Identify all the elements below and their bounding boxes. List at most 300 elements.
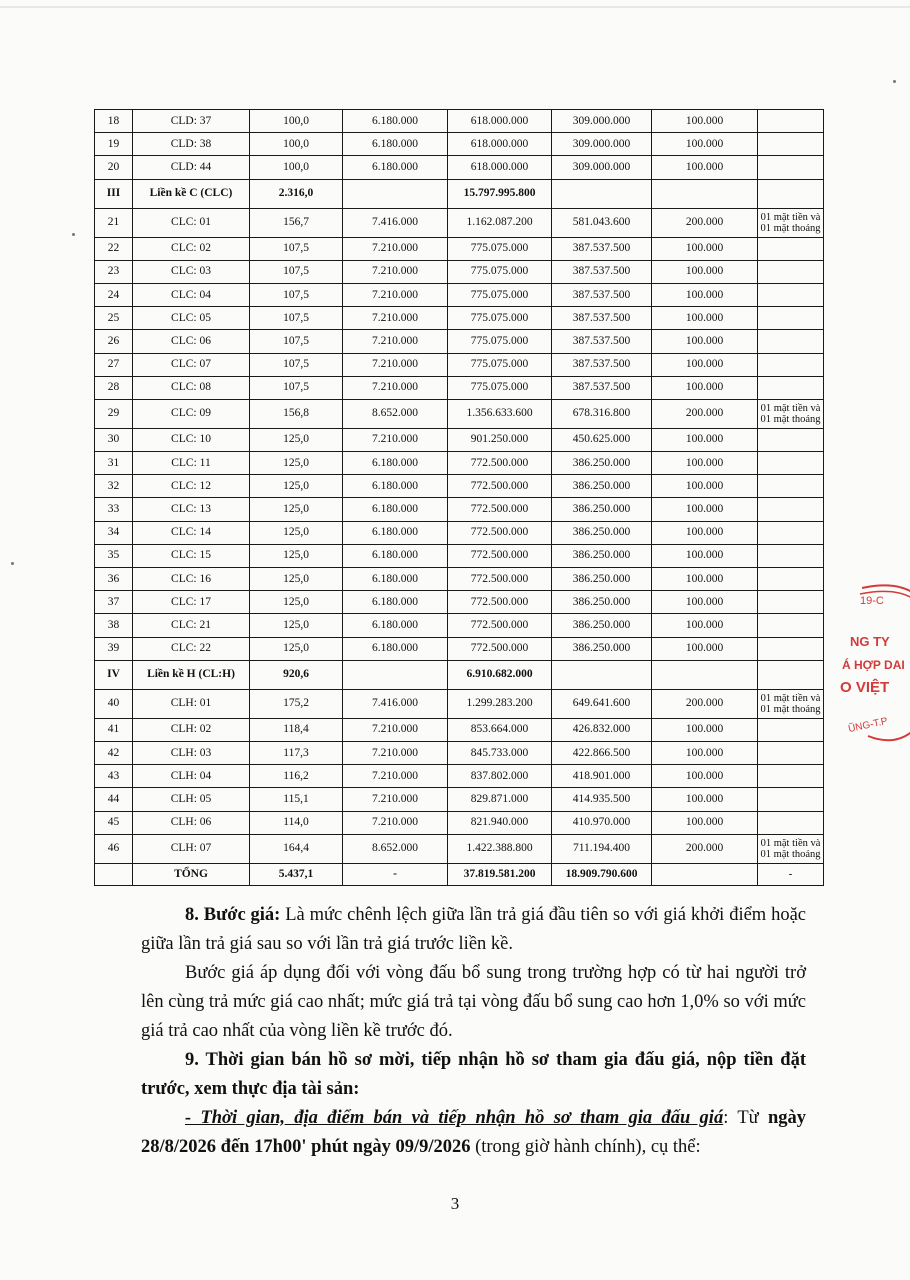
cell-step: 100.000 [652, 376, 758, 399]
cell-area: 125,0 [250, 498, 343, 521]
cell-lot: CLD: 37 [133, 110, 250, 133]
table-row [95, 307, 824, 330]
cell-unit-price: 6.180.000 [343, 637, 448, 660]
cell-step: 200.000 [652, 689, 758, 718]
cell-stt: 25 [95, 307, 133, 330]
seal-text: Á HỢP DAI [842, 658, 905, 672]
cell-deposit: 309.000.000 [552, 110, 652, 133]
cell-stt [95, 863, 133, 885]
cell-deposit: 450.625.000 [552, 428, 652, 451]
cell-deposit: 387.537.500 [552, 283, 652, 306]
cell-stt: III [95, 179, 133, 208]
table-row [95, 591, 824, 614]
cell-area: 156,8 [250, 399, 343, 428]
cell-area: 125,0 [250, 568, 343, 591]
cell-stt: 46 [95, 834, 133, 863]
cell-step: 100.000 [652, 330, 758, 353]
cell-note [758, 521, 824, 544]
cell-unit-price: 6.180.000 [343, 475, 448, 498]
cell-start-price: 829.871.000 [448, 788, 552, 811]
cell-note [758, 718, 824, 741]
section-9-sub-after: : Từ [723, 1108, 768, 1128]
cell-note [758, 765, 824, 788]
cell-start-price: 1.356.633.600 [448, 399, 552, 428]
cell-area: 116,2 [250, 765, 343, 788]
cell-step: 200.000 [652, 208, 758, 237]
cell-start-price: 837.802.000 [448, 765, 552, 788]
cell-start-price: 772.500.000 [448, 521, 552, 544]
cell-start-price: 15.797.995.800 [448, 179, 552, 208]
section-9-dates: ngày 28/8/2026 đến 17h00' phút ngày 09/9/2026 [141, 1108, 806, 1157]
cell-lot: CLH: 03 [133, 741, 250, 764]
cell-lot: CLC: 11 [133, 452, 250, 475]
cell-note [758, 660, 824, 689]
cell-deposit: 426.832.000 [552, 718, 652, 741]
cell-stt: 24 [95, 283, 133, 306]
cell-stt: 33 [95, 498, 133, 521]
cell-start-price: 37.819.581.200 [448, 863, 552, 885]
cell-start-price: 1.162.087.200 [448, 208, 552, 237]
table-row [95, 689, 824, 718]
cell-note [758, 376, 824, 399]
section-8-para2: Bước giá áp dụng đối với vòng đấu bổ sung trong trường hợp có từ hai người trở lên cùng trả mức giá cao nhất; mức giá trả tại vòng đấu bổ sung cao hơn 1,0% so với mức giá trả cao nhất của vòng liền kề trước đó. [141, 963, 806, 1041]
cell-deposit: 387.537.500 [552, 353, 652, 376]
cell-lot: CLC: 10 [133, 428, 250, 451]
cell-stt: 18 [95, 110, 133, 133]
cell-start-price: 853.664.000 [448, 718, 552, 741]
section-8 [141, 901, 806, 1162]
cell-stt: 45 [95, 811, 133, 834]
cell-step: 100.000 [652, 133, 758, 156]
cell-stt: 36 [95, 568, 133, 591]
cell-deposit: 386.250.000 [552, 591, 652, 614]
cell-unit-price: 7.210.000 [343, 283, 448, 306]
cell-deposit: 386.250.000 [552, 637, 652, 660]
cell-step: 100.000 [652, 788, 758, 811]
seal-text: ŨNG-T.P [847, 715, 889, 736]
cell-note [758, 788, 824, 811]
cell-step: 100.000 [652, 237, 758, 260]
cell-area: 125,0 [250, 544, 343, 567]
cell-lot: CLH: 05 [133, 788, 250, 811]
cell-lot: CLH: 07 [133, 834, 250, 863]
group-row [95, 179, 824, 208]
cell-deposit: 410.970.000 [552, 811, 652, 834]
cell-stt: 29 [95, 399, 133, 428]
cell-area: 107,5 [250, 260, 343, 283]
cell-lot: Liền kề H (CL:H) [133, 660, 250, 689]
table-row [95, 498, 824, 521]
cell-step: 100.000 [652, 614, 758, 637]
cell-stt: 35 [95, 544, 133, 567]
cell-step: 100.000 [652, 260, 758, 283]
cell-deposit: 649.641.600 [552, 689, 652, 718]
table-row [95, 260, 824, 283]
cell-note [758, 283, 824, 306]
cell-lot: CLC: 03 [133, 260, 250, 283]
cell-note [758, 353, 824, 376]
cell-start-price: 1.422.388.800 [448, 834, 552, 863]
section-9-tail: (trong giờ hành chính), cụ thể: [470, 1137, 701, 1157]
cell-stt: 26 [95, 330, 133, 353]
cell-deposit [552, 660, 652, 689]
cell-lot: CLD: 44 [133, 156, 250, 179]
cell-start-price: 775.075.000 [448, 353, 552, 376]
cell-step [652, 660, 758, 689]
cell-deposit: 18.909.790.600 [552, 863, 652, 885]
cell-start-price: 821.940.000 [448, 811, 552, 834]
cell-note [758, 133, 824, 156]
cell-lot: CLC: 07 [133, 353, 250, 376]
cell-note [758, 568, 824, 591]
cell-area: 118,4 [250, 718, 343, 741]
cell-step: 100.000 [652, 353, 758, 376]
cell-stt: 21 [95, 208, 133, 237]
cell-area: 107,5 [250, 353, 343, 376]
cell-note: 01 mặt tiền và 01 mặt thoáng [758, 689, 824, 718]
cell-note: 01 mặt tiền và 01 mặt thoáng [758, 399, 824, 428]
cell-unit-price: 6.180.000 [343, 498, 448, 521]
cell-area: 125,0 [250, 591, 343, 614]
cell-note: - [758, 863, 824, 885]
cell-deposit: 678.316.800 [552, 399, 652, 428]
cell-step: 100.000 [652, 498, 758, 521]
cell-stt: 31 [95, 452, 133, 475]
cell-area: 117,3 [250, 741, 343, 764]
cell-unit-price: 6.180.000 [343, 133, 448, 156]
cell-deposit: 387.537.500 [552, 307, 652, 330]
cell-unit-price: 7.210.000 [343, 765, 448, 788]
cell-deposit: 386.250.000 [552, 521, 652, 544]
table-row [95, 475, 824, 498]
scan-edge [0, 6, 910, 8]
cell-deposit: 309.000.000 [552, 156, 652, 179]
cell-area: 164,4 [250, 834, 343, 863]
cell-unit-price: 7.210.000 [343, 428, 448, 451]
cell-area: 115,1 [250, 788, 343, 811]
table-row [95, 156, 824, 179]
cell-note [758, 330, 824, 353]
cell-note: 01 mặt tiền và 01 mặt thoáng [758, 834, 824, 863]
cell-note [758, 544, 824, 567]
cell-area: 107,5 [250, 283, 343, 306]
cell-stt: 32 [95, 475, 133, 498]
cell-step: 100.000 [652, 428, 758, 451]
section-8-heading: 8. Bước giá: [185, 905, 281, 925]
cell-stt: 38 [95, 614, 133, 637]
cell-step: 200.000 [652, 834, 758, 863]
cell-step: 100.000 [652, 156, 758, 179]
cell-lot: CLD: 38 [133, 133, 250, 156]
cell-start-price: 772.500.000 [448, 568, 552, 591]
cell-step: 100.000 [652, 741, 758, 764]
cell-start-price: 775.075.000 [448, 376, 552, 399]
cell-start-price: 772.500.000 [448, 637, 552, 660]
cell-step: 100.000 [652, 765, 758, 788]
cell-note [758, 307, 824, 330]
cell-area: 175,2 [250, 689, 343, 718]
cell-stt: 28 [95, 376, 133, 399]
cell-area: 107,5 [250, 376, 343, 399]
cell-note [758, 237, 824, 260]
cell-deposit: 386.250.000 [552, 568, 652, 591]
lot-price-table [94, 109, 824, 886]
table-row [95, 452, 824, 475]
cell-step: 100.000 [652, 811, 758, 834]
cell-area: 125,0 [250, 637, 343, 660]
cell-deposit: 387.537.500 [552, 237, 652, 260]
cell-stt: 40 [95, 689, 133, 718]
page-number: 3 [450, 1194, 460, 1213]
table-row [95, 811, 824, 834]
cell-unit-price: 7.210.000 [343, 741, 448, 764]
cell-area: 107,5 [250, 330, 343, 353]
cell-lot: Liền kề C (CLC) [133, 179, 250, 208]
cell-step: 100.000 [652, 307, 758, 330]
cell-start-price: 775.075.000 [448, 283, 552, 306]
cell-note [758, 811, 824, 834]
cell-lot: CLC: 16 [133, 568, 250, 591]
company-seal [838, 578, 910, 748]
table-row [95, 637, 824, 660]
cell-area: 2.316,0 [250, 179, 343, 208]
cell-lot: CLC: 06 [133, 330, 250, 353]
cell-start-price: 845.733.000 [448, 741, 552, 764]
cell-stt: 44 [95, 788, 133, 811]
cell-unit-price: 7.210.000 [343, 718, 448, 741]
group-row [95, 660, 824, 689]
cell-deposit: 711.194.400 [552, 834, 652, 863]
cell-step: 100.000 [652, 718, 758, 741]
cell-lot: CLC: 12 [133, 475, 250, 498]
seal-text: O VIỆT [840, 679, 890, 696]
cell-step: 100.000 [652, 110, 758, 133]
cell-area: 920,6 [250, 660, 343, 689]
cell-start-price: 1.299.283.200 [448, 689, 552, 718]
cell-unit-price: 7.210.000 [343, 811, 448, 834]
cell-unit-price: 6.180.000 [343, 156, 448, 179]
cell-stt: 30 [95, 428, 133, 451]
cell-stt: 23 [95, 260, 133, 283]
cell-lot: CLH: 06 [133, 811, 250, 834]
cell-unit-price [343, 660, 448, 689]
cell-unit-price: 6.180.000 [343, 521, 448, 544]
table-row [95, 521, 824, 544]
cell-start-price: 775.075.000 [448, 237, 552, 260]
seal-text: NG TY [850, 634, 890, 649]
cell-start-price: 772.500.000 [448, 475, 552, 498]
cell-stt: 22 [95, 237, 133, 260]
cell-unit-price: 7.210.000 [343, 376, 448, 399]
cell-deposit: 386.250.000 [552, 614, 652, 637]
cell-deposit: 386.250.000 [552, 498, 652, 521]
cell-area: 125,0 [250, 428, 343, 451]
cell-step: 100.000 [652, 521, 758, 544]
cell-stt: 43 [95, 765, 133, 788]
cell-start-price: 772.500.000 [448, 498, 552, 521]
table-row [95, 399, 824, 428]
table-row [95, 568, 824, 591]
cell-lot: TỔNG [133, 863, 250, 885]
cell-unit-price: 6.180.000 [343, 614, 448, 637]
cell-lot: CLC: 02 [133, 237, 250, 260]
cell-deposit: 387.537.500 [552, 260, 652, 283]
cell-deposit: 581.043.600 [552, 208, 652, 237]
cell-step: 100.000 [652, 591, 758, 614]
cell-area: 125,0 [250, 521, 343, 544]
section-9-heading: 9. Thời gian bán hồ sơ mời, tiếp nhận hồ sơ tham gia đấu giá, nộp tiền đặt trước, xem thực địa tài sản: [141, 1050, 806, 1099]
cell-stt: 27 [95, 353, 133, 376]
cell-deposit: 387.537.500 [552, 376, 652, 399]
table-row [95, 834, 824, 863]
cell-unit-price: 7.210.000 [343, 353, 448, 376]
cell-unit-price: 7.210.000 [343, 330, 448, 353]
cell-step: 200.000 [652, 399, 758, 428]
cell-deposit: 386.250.000 [552, 544, 652, 567]
cell-unit-price: 7.210.000 [343, 307, 448, 330]
cell-lot: CLC: 05 [133, 307, 250, 330]
cell-deposit: 422.866.500 [552, 741, 652, 764]
cell-lot: CLC: 13 [133, 498, 250, 521]
cell-lot: CLC: 22 [133, 637, 250, 660]
cell-area: 107,5 [250, 237, 343, 260]
cell-step: 100.000 [652, 544, 758, 567]
cell-note [758, 637, 824, 660]
cell-note [758, 260, 824, 283]
cell-unit-price: 7.416.000 [343, 208, 448, 237]
cell-start-price: 618.000.000 [448, 110, 552, 133]
cell-lot: CLC: 01 [133, 208, 250, 237]
table-row [95, 330, 824, 353]
cell-deposit: 414.935.500 [552, 788, 652, 811]
cell-unit-price: 7.210.000 [343, 788, 448, 811]
cell-lot: CLH: 01 [133, 689, 250, 718]
cell-start-price: 775.075.000 [448, 307, 552, 330]
cell-step [652, 179, 758, 208]
scan-speck [72, 233, 75, 236]
scan-speck [11, 562, 14, 565]
total-row [95, 863, 824, 885]
cell-note [758, 452, 824, 475]
cell-deposit [552, 179, 652, 208]
cell-unit-price: 8.652.000 [343, 834, 448, 863]
cell-lot: CLC: 14 [133, 521, 250, 544]
cell-note [758, 591, 824, 614]
table-row [95, 741, 824, 764]
cell-start-price: 772.500.000 [448, 452, 552, 475]
cell-stt: 39 [95, 637, 133, 660]
cell-area: 100,0 [250, 156, 343, 179]
table-row [95, 376, 824, 399]
cell-unit-price [343, 179, 448, 208]
cell-unit-price: - [343, 863, 448, 885]
seal-text: 19-C [860, 595, 884, 607]
cell-lot: CLC: 17 [133, 591, 250, 614]
cell-start-price: 901.250.000 [448, 428, 552, 451]
cell-area: 100,0 [250, 110, 343, 133]
cell-deposit: 418.901.000 [552, 765, 652, 788]
cell-start-price: 775.075.000 [448, 330, 552, 353]
cell-unit-price: 6.180.000 [343, 110, 448, 133]
cell-stt: 20 [95, 156, 133, 179]
cell-start-price: 618.000.000 [448, 133, 552, 156]
cell-stt: 42 [95, 741, 133, 764]
cell-deposit: 386.250.000 [552, 452, 652, 475]
cell-note [758, 741, 824, 764]
cell-area: 5.437,1 [250, 863, 343, 885]
cell-stt: 19 [95, 133, 133, 156]
cell-unit-price: 6.180.000 [343, 452, 448, 475]
cell-start-price: 6.910.682.000 [448, 660, 552, 689]
table-row [95, 718, 824, 741]
cell-unit-price: 7.210.000 [343, 260, 448, 283]
cell-deposit: 386.250.000 [552, 475, 652, 498]
cell-area: 100,0 [250, 133, 343, 156]
cell-start-price: 618.000.000 [448, 156, 552, 179]
cell-note [758, 614, 824, 637]
cell-stt: 41 [95, 718, 133, 741]
cell-note: 01 mặt tiền và 01 mặt thoáng [758, 208, 824, 237]
cell-area: 125,0 [250, 452, 343, 475]
cell-lot: CLC: 04 [133, 283, 250, 306]
cell-start-price: 772.500.000 [448, 614, 552, 637]
section-9-subheading: - Thời gian, địa điểm bán và tiếp nhận hồ sơ tham gia đấu giá [185, 1108, 724, 1128]
cell-start-price: 772.500.000 [448, 544, 552, 567]
cell-note [758, 428, 824, 451]
cell-unit-price: 6.180.000 [343, 591, 448, 614]
cell-area: 114,0 [250, 811, 343, 834]
cell-note [758, 156, 824, 179]
cell-unit-price: 6.180.000 [343, 544, 448, 567]
cell-step: 100.000 [652, 452, 758, 475]
cell-lot: CLC: 15 [133, 544, 250, 567]
cell-unit-price: 7.210.000 [343, 237, 448, 260]
cell-step: 100.000 [652, 475, 758, 498]
cell-area: 125,0 [250, 475, 343, 498]
table-row [95, 353, 824, 376]
cell-note [758, 110, 824, 133]
cell-area: 125,0 [250, 614, 343, 637]
table-row [95, 544, 824, 567]
cell-start-price: 772.500.000 [448, 591, 552, 614]
cell-stt: 37 [95, 591, 133, 614]
cell-lot: CLC: 21 [133, 614, 250, 637]
cell-lot: CLC: 08 [133, 376, 250, 399]
cell-start-price: 775.075.000 [448, 260, 552, 283]
table-row [95, 133, 824, 156]
table-row [95, 428, 824, 451]
cell-note [758, 498, 824, 521]
table-row [95, 208, 824, 237]
table-row [95, 237, 824, 260]
cell-step: 100.000 [652, 637, 758, 660]
scan-speck [893, 80, 896, 83]
cell-note [758, 475, 824, 498]
table-row [95, 765, 824, 788]
cell-lot: CLH: 04 [133, 765, 250, 788]
cell-unit-price: 7.416.000 [343, 689, 448, 718]
cell-step [652, 863, 758, 885]
table-row [95, 614, 824, 637]
cell-step: 100.000 [652, 568, 758, 591]
cell-unit-price: 8.652.000 [343, 399, 448, 428]
cell-step: 100.000 [652, 283, 758, 306]
section-8-text: Là mức chênh lệch giữa lần trả giá đầu tiên so với giá khởi điểm hoặc giữa lần trả giá sau so với lần trả giá trước liền kề. [141, 905, 806, 954]
cell-area: 156,7 [250, 208, 343, 237]
table-row [95, 110, 824, 133]
table-row [95, 283, 824, 306]
cell-deposit: 309.000.000 [552, 133, 652, 156]
